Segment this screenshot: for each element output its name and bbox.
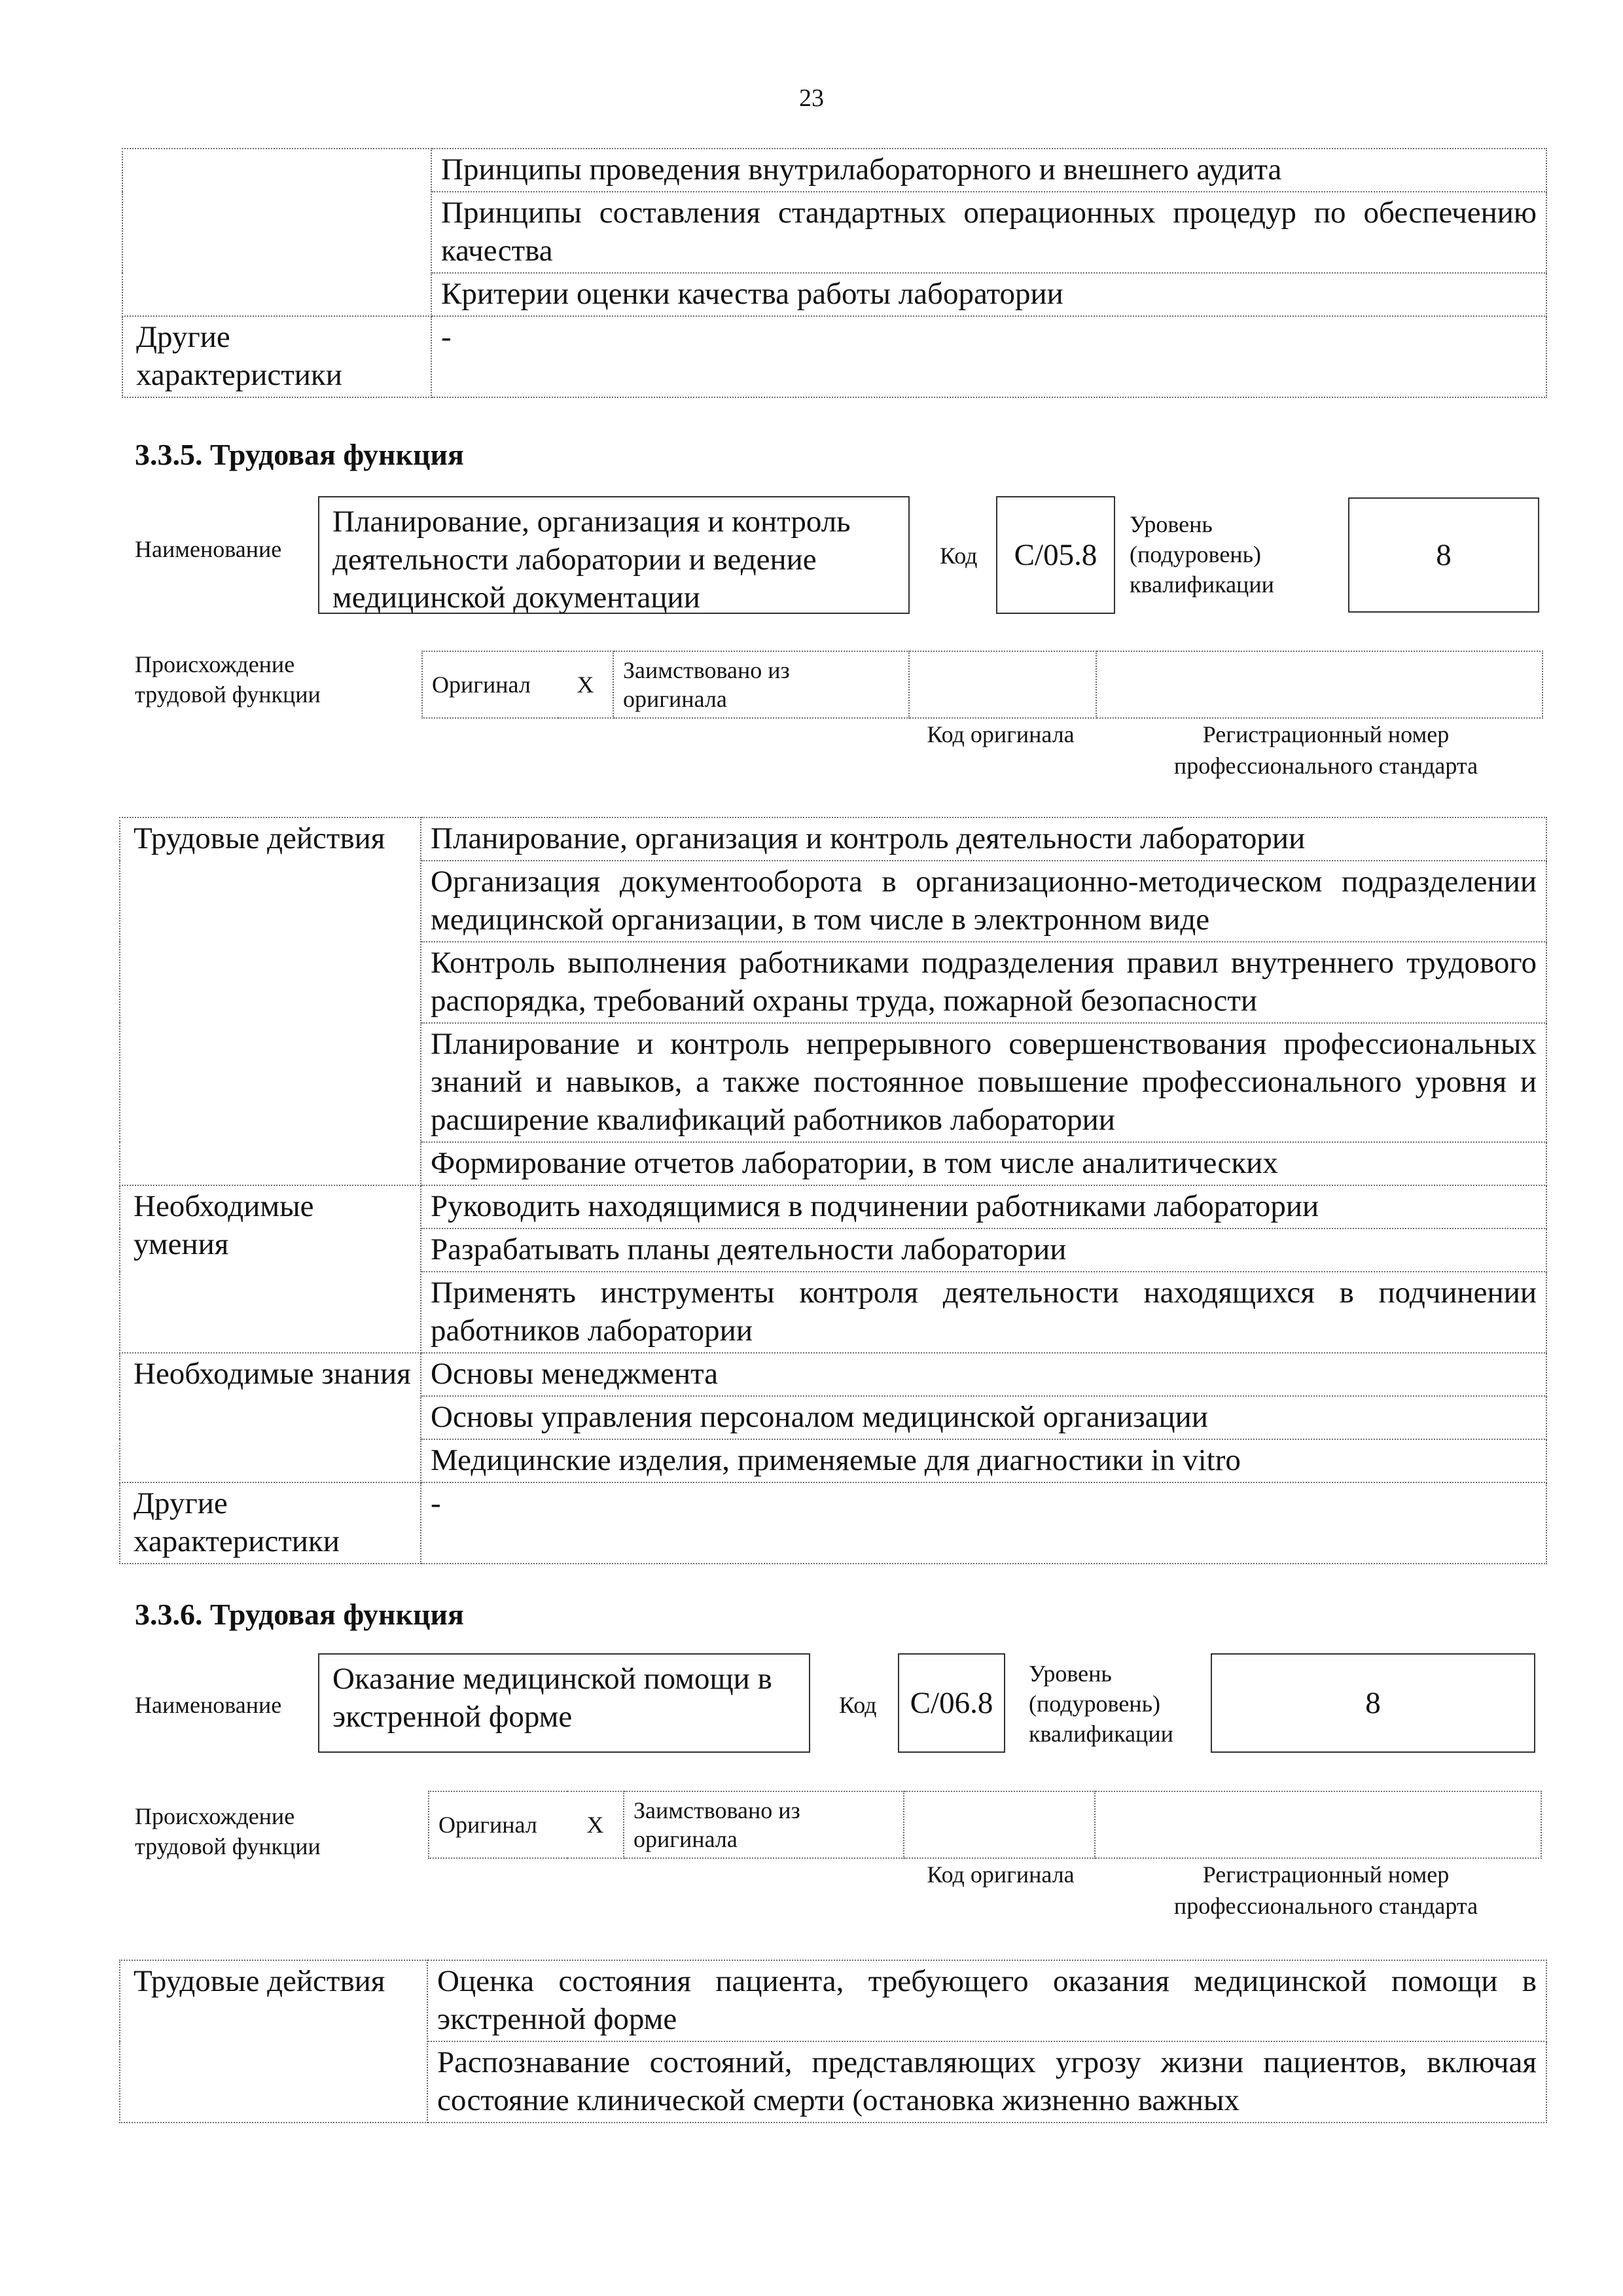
level-value: 8 <box>1436 538 1452 572</box>
section-title: 3.3.5. Трудовая функция <box>135 438 464 471</box>
other-characteristics-label: Другие характеристики <box>122 316 431 397</box>
labor-action: Планирование, организация и контроль деятельности лаборатории <box>421 817 1546 861</box>
labor-action: Формирование отчетов лаборатории, в том числе аналитических <box>421 1142 1546 1185</box>
original-code-caption: Код оригинала <box>927 721 1075 747</box>
knowledge-label: Необходимые знания <box>120 1353 421 1482</box>
knowledge-item: Медицинские изделия, применяемые для диагностики in vitro <box>421 1439 1546 1482</box>
labor-actions-label: Трудовые действия <box>120 1960 427 2123</box>
code-box <box>996 496 1115 614</box>
section-title: 3.3.6. Трудовая функция <box>135 1598 464 1631</box>
other-characteristics-label: Другие характеристики <box>120 1482 421 1564</box>
origin-borrowed-label: Заимствовано из оригинала <box>613 651 909 718</box>
labor-actions-label: Трудовые действия <box>120 817 421 1185</box>
origin-table <box>428 1791 1542 1859</box>
origin-borrowed-label: Заимствовано из оригинала <box>624 1791 904 1858</box>
continued-knowledge-table <box>122 148 1547 398</box>
labor-action: Оценка состояния пациента, требующего оказания медицинской помощи в экстренной форме <box>427 1960 1546 2041</box>
level-box <box>1348 497 1539 613</box>
knowledge-item: Принципы составления стандартных операционных процедур по обеспечению качества <box>431 192 1546 273</box>
skill-item: Разрабатывать планы деятельности лаборатории <box>421 1229 1546 1272</box>
code-box <box>898 1653 1005 1753</box>
knowledge-item: Критерии оценки качества работы лаборатории <box>431 273 1546 316</box>
knowledge-item: Принципы проведения внутрилабораторного и внешнего аудита <box>431 149 1546 192</box>
original-code-caption: Код оригинала <box>927 1861 1075 1888</box>
page-number: 23 <box>799 84 824 112</box>
other-characteristics-value: - <box>421 1482 1546 1564</box>
function-name-box <box>318 1653 810 1753</box>
level-value: 8 <box>1365 1686 1381 1720</box>
level-label: Уровень (подуровень) квалификации <box>1029 1660 1173 1747</box>
labor-action: Организация документооборота в организационно-методическом подразделении медицинской организации, в том числе в электронном виде <box>421 861 1546 942</box>
code-label: Код <box>940 543 978 569</box>
origin-table <box>421 651 1543 719</box>
knowledge-item: Основы менеджмента <box>421 1353 1546 1396</box>
level-label: Уровень (подуровень) квалификации <box>1130 511 1274 598</box>
function-335-table <box>119 817 1547 1564</box>
reg-number-caption: Регистрационный номер профессионального стандарта <box>1173 721 1478 779</box>
labor-action: Планирование и контроль непрерывного совершенствования профессиональных знаний и навыков, а также постоянное повышение профессионального уровня и расширение квалификаций работников лаборатории <box>421 1023 1546 1142</box>
origin-code-cell <box>904 1791 1095 1858</box>
labor-action: Контроль выполнения работниками подразделения правил внутреннего трудового распорядка, требований охраны труда, пожарной безопасности <box>421 942 1546 1023</box>
origin-label: Происхождение трудовой функции <box>135 1803 321 1859</box>
skills-label: Необходимые умения <box>120 1185 421 1353</box>
level-box <box>1211 1653 1535 1753</box>
empty-label-cell <box>122 149 431 316</box>
labor-action: Распознавание состояний, представляющих угрозу жизни пациентов, включая состояние клинической смерти (остановка жизненно важных <box>427 2041 1546 2123</box>
origin-original-label: Оригинал <box>429 1791 567 1858</box>
skill-item: Руководить находящимися в подчинении работниками лаборатории <box>421 1185 1546 1229</box>
function-name: Оказание медицинской помощи в экстренной форме <box>332 1662 772 1734</box>
function-name: Планирование, организация и контроль деятельности лаборатории и ведение медицинской документации <box>332 505 851 615</box>
function-code: С/05.8 <box>1014 538 1097 572</box>
knowledge-item: Основы управления персоналом медицинской организации <box>421 1396 1546 1439</box>
function-code: С/06.8 <box>910 1686 993 1720</box>
function-336-table <box>119 1960 1547 2123</box>
origin-label: Происхождение трудовой функции <box>135 651 321 708</box>
origin-reg-cell <box>1095 1791 1541 1858</box>
origin-reg-cell <box>1096 651 1543 718</box>
origin-code-cell <box>909 651 1096 718</box>
name-label: Наименование <box>135 536 282 562</box>
origin-x-mark: X <box>558 651 613 718</box>
function-name-box <box>318 496 910 614</box>
origin-original-label: Оригинал <box>422 651 558 718</box>
code-label: Код <box>839 1692 877 1718</box>
name-label: Наименование <box>135 1692 282 1718</box>
other-characteristics-value: - <box>431 316 1546 397</box>
origin-x-mark: X <box>567 1791 624 1858</box>
reg-number-caption: Регистрационный номер профессионального стандарта <box>1173 1861 1478 1919</box>
skill-item: Применять инструменты контроля деятельности находящихся в подчинении работников лаборатории <box>421 1272 1546 1353</box>
